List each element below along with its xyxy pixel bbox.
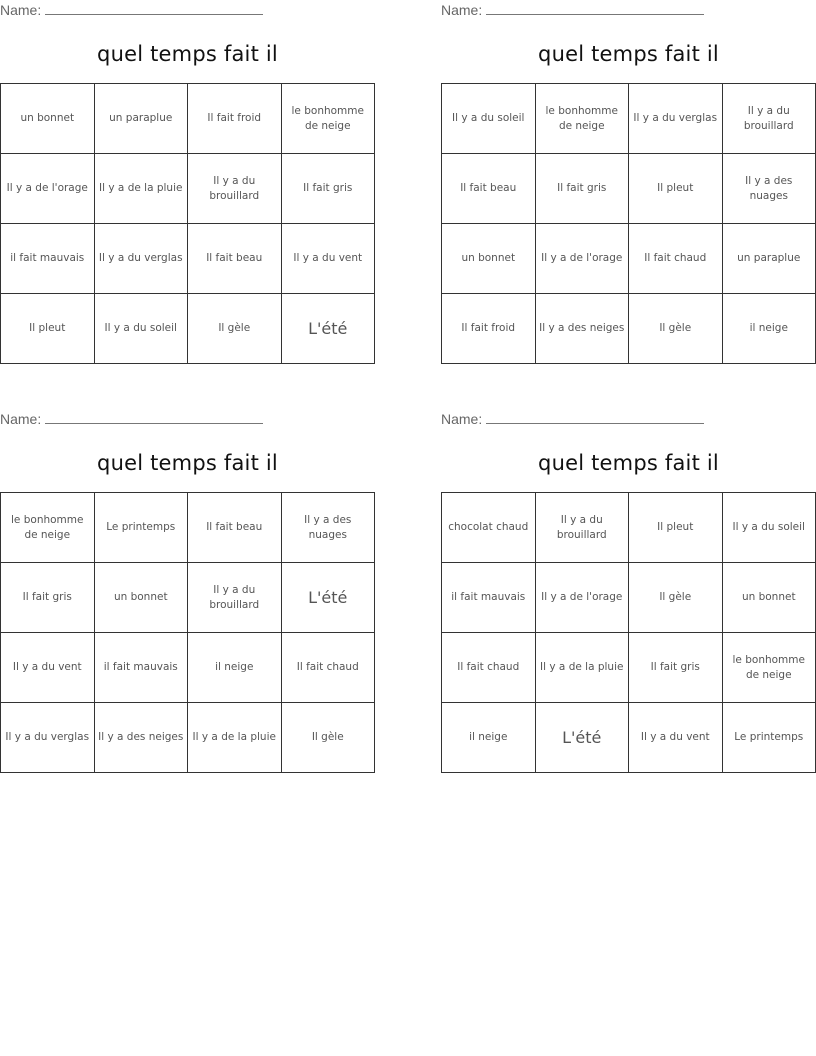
name-label: Name: — [0, 411, 42, 427]
name-write-line — [486, 2, 704, 15]
bingo-cell: un paraplue — [94, 84, 188, 154]
bingo-cell: Le printemps — [722, 703, 816, 773]
bingo-cell: Il y a des neiges — [94, 703, 188, 773]
name-field — [0, 411, 263, 427]
bingo-cell: Il fait gris — [281, 154, 375, 224]
name-write-line — [486, 411, 704, 424]
bingo-cell: Il y a du brouillard — [535, 493, 629, 563]
bingo-cell: un bonnet — [94, 563, 188, 633]
bingo-cell: il fait mauvais — [442, 563, 536, 633]
bingo-row — [1, 154, 375, 224]
bingo-row — [442, 493, 816, 563]
bingo-row — [1, 84, 375, 154]
bingo-row — [1, 294, 375, 364]
bingo-cell: Il fait froid — [442, 294, 536, 364]
bingo-row — [442, 563, 816, 633]
bingo-cell: Il y a de l'orage — [1, 154, 95, 224]
bingo-cell: le bonhomme de neige — [281, 84, 375, 154]
bingo-cell: Il y a du soleil — [94, 294, 188, 364]
bingo-cell: Il y a du brouillard — [722, 84, 816, 154]
name-write-line — [45, 411, 263, 424]
bingo-cell: Il pleut — [1, 294, 95, 364]
name-label: Name: — [441, 2, 483, 18]
bingo-cell: Il y a de l'orage — [535, 563, 629, 633]
bingo-cell: L'été — [281, 563, 375, 633]
bingo-cell: Il y a de l'orage — [535, 224, 629, 294]
bingo-cell: Il fait froid — [188, 84, 282, 154]
bingo-grid — [0, 83, 375, 364]
bingo-row — [1, 493, 375, 563]
bingo-cell: il neige — [188, 633, 282, 703]
name-label: Name: — [0, 2, 42, 18]
bingo-cell: L'été — [535, 703, 629, 773]
bingo-cell: Il pleut — [629, 493, 723, 563]
bingo-row — [442, 84, 816, 154]
bingo-cell: Il gèle — [281, 703, 375, 773]
bingo-card-4 — [441, 409, 816, 781]
bingo-cell: le bonhomme de neige — [535, 84, 629, 154]
bingo-cell: Il fait gris — [629, 633, 723, 703]
bingo-card-2 — [441, 0, 816, 372]
bingo-cell: Il y a du brouillard — [188, 154, 282, 224]
bingo-card-1 — [0, 0, 375, 372]
bingo-cell: le bonhomme de neige — [722, 633, 816, 703]
bingo-cell: Il gèle — [629, 294, 723, 364]
bingo-grid — [0, 492, 375, 773]
bingo-cell: Il y a du soleil — [442, 84, 536, 154]
bingo-cell: le bonhomme de neige — [1, 493, 95, 563]
bingo-cell: Il pleut — [629, 154, 723, 224]
bingo-cell: Il y a du verglas — [1, 703, 95, 773]
bingo-row — [442, 224, 816, 294]
bingo-cell: il neige — [442, 703, 536, 773]
bingo-cell: un paraplue — [722, 224, 816, 294]
bingo-grid — [441, 492, 816, 773]
bingo-cell: Il y a des nuages — [281, 493, 375, 563]
name-write-line — [45, 2, 263, 15]
bingo-cell: Il fait beau — [188, 224, 282, 294]
bingo-cell: Il y a du verglas — [629, 84, 723, 154]
bingo-cell: Il y a de la pluie — [535, 633, 629, 703]
bingo-cell: il neige — [722, 294, 816, 364]
bingo-cell: un bonnet — [1, 84, 95, 154]
name-field — [441, 411, 704, 427]
bingo-cell: chocolat chaud — [442, 493, 536, 563]
bingo-cell: Il fait chaud — [629, 224, 723, 294]
bingo-cell: il fait mauvais — [1, 224, 95, 294]
card-title: quel temps fait il — [538, 451, 719, 475]
bingo-cell: Il fait beau — [188, 493, 282, 563]
bingo-cell: un bonnet — [442, 224, 536, 294]
bingo-cell: Il y a du verglas — [94, 224, 188, 294]
bingo-cell: Il gèle — [629, 563, 723, 633]
bingo-cell: Le printemps — [94, 493, 188, 563]
bingo-row — [1, 703, 375, 773]
card-title: quel temps fait il — [538, 42, 719, 66]
bingo-cell: Il gèle — [188, 294, 282, 364]
bingo-cell: Il y a des nuages — [722, 154, 816, 224]
bingo-cell: Il y a de la pluie — [94, 154, 188, 224]
card-title: quel temps fait il — [97, 42, 278, 66]
bingo-row — [442, 294, 816, 364]
bingo-row — [442, 154, 816, 224]
bingo-cell: Il y a de la pluie — [188, 703, 282, 773]
name-label: Name: — [441, 411, 483, 427]
bingo-cell: il fait mauvais — [94, 633, 188, 703]
bingo-row — [1, 563, 375, 633]
bingo-cell: Il fait chaud — [281, 633, 375, 703]
name-field — [441, 2, 704, 18]
bingo-cell: Il fait beau — [442, 154, 536, 224]
bingo-card-3 — [0, 409, 375, 781]
bingo-cell: un bonnet — [722, 563, 816, 633]
bingo-row — [442, 633, 816, 703]
bingo-cell: Il y a du vent — [1, 633, 95, 703]
bingo-cell: Il fait gris — [535, 154, 629, 224]
bingo-cell: L'été — [281, 294, 375, 364]
bingo-cell: Il fait chaud — [442, 633, 536, 703]
name-field — [0, 2, 263, 18]
bingo-grid — [441, 83, 816, 364]
bingo-cell: Il y a du vent — [629, 703, 723, 773]
bingo-row — [1, 633, 375, 703]
bingo-cell: Il y a des neiges — [535, 294, 629, 364]
bingo-cell: Il y a du vent — [281, 224, 375, 294]
bingo-row — [1, 224, 375, 294]
bingo-row — [442, 703, 816, 773]
bingo-cell: Il fait gris — [1, 563, 95, 633]
bingo-cell: Il y a du brouillard — [188, 563, 282, 633]
bingo-cell: Il y a du soleil — [722, 493, 816, 563]
card-title: quel temps fait il — [97, 451, 278, 475]
